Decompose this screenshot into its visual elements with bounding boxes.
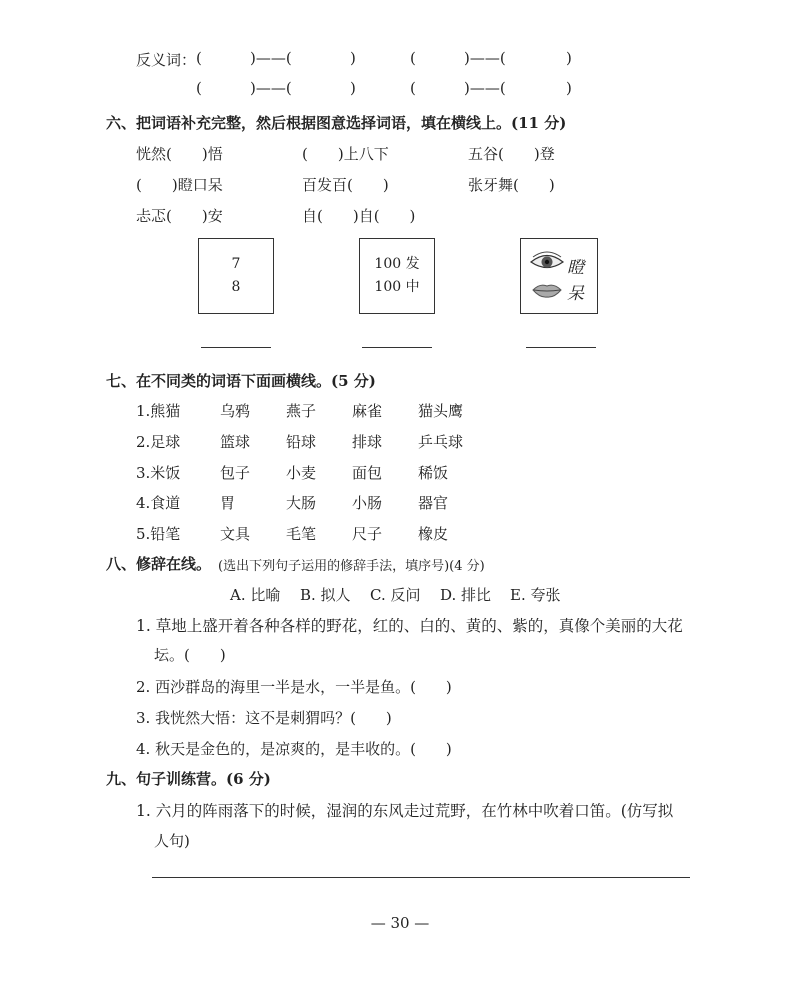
- word-row-first[interactable]: 2.足球: [136, 433, 181, 451]
- pic-char: 呆: [567, 284, 584, 304]
- word-item[interactable]: 毛笔: [286, 525, 317, 543]
- section-7-title: 七、在不同类的词语下面画横线。(5 分): [106, 372, 376, 390]
- word-fill: ( )上八下: [302, 145, 389, 163]
- answer-line[interactable]: [526, 347, 596, 348]
- antonym-paren: ): [350, 49, 356, 67]
- rhetoric-option: D. 排比: [440, 586, 492, 604]
- answer-line[interactable]: [362, 347, 432, 348]
- rhetoric-option: A. 比喻: [230, 586, 281, 604]
- question-text: 2. 西沙群岛的海里一半是水，一半是鱼。( ): [136, 678, 452, 696]
- question-text: 1. 六月的阵雨落下的时候，湿润的东风走过荒野，在竹林中吹着口笛。(仿写拟: [136, 802, 674, 820]
- word-fill: 百发百( ): [302, 176, 389, 194]
- word-item[interactable]: 橡皮: [418, 525, 449, 543]
- question-text: 3. 我恍然大悟：这不是刺猬吗？( ): [136, 709, 392, 727]
- antonym-paren: ): [350, 79, 356, 97]
- pic-text: 100 中: [374, 279, 420, 295]
- page-number: — 30 —: [370, 914, 430, 932]
- word-item[interactable]: 篮球: [220, 433, 251, 451]
- word-item[interactable]: 大肠: [286, 494, 317, 512]
- section-6-title: 六、把词语补充完整，然后根据图意选择词语，填在横线上。(11 分): [106, 114, 567, 132]
- word-fill: 五谷( )登: [468, 145, 555, 163]
- rhetoric-option: C. 反问: [370, 586, 421, 604]
- word-item[interactable]: 排球: [352, 433, 383, 451]
- word-item[interactable]: 猫头鹰: [418, 402, 464, 420]
- word-item[interactable]: 尺子: [352, 525, 383, 543]
- antonym-paren: )——(: [464, 79, 506, 97]
- picture-box-eye-mouth: [520, 238, 598, 314]
- answer-line[interactable]: [201, 347, 271, 348]
- word-item[interactable]: 铅球: [286, 433, 317, 451]
- antonym-paren: (: [196, 49, 202, 67]
- writing-line[interactable]: [152, 877, 690, 878]
- word-item[interactable]: 麻雀: [352, 402, 383, 420]
- antonym-paren: )——(: [250, 79, 292, 97]
- antonym-paren: ): [566, 49, 572, 67]
- pic-text: 100 发: [374, 256, 420, 272]
- pic-text: 8: [231, 279, 241, 295]
- word-fill: 张牙舞( ): [468, 176, 555, 194]
- word-row-first[interactable]: 4.食道: [136, 494, 181, 512]
- word-item[interactable]: 乒乓球: [418, 433, 464, 451]
- word-item[interactable]: 器官: [418, 494, 449, 512]
- antonym-paren: ): [566, 79, 572, 97]
- word-item[interactable]: 燕子: [286, 402, 317, 420]
- mouth-icon: [531, 281, 563, 299]
- word-row-first[interactable]: 5.铅笔: [136, 525, 181, 543]
- word-item[interactable]: 包子: [220, 464, 251, 482]
- word-row-first[interactable]: 1.熊猫: [136, 402, 181, 420]
- question-text: 1. 草地上盛开着各种各样的野花，红的、白的、黄的、紫的，真像个美丽的大花: [136, 617, 683, 635]
- word-fill: 自( )自( ): [302, 207, 416, 225]
- antonym-paren: (: [410, 79, 416, 97]
- picture-box-hundred: [359, 238, 435, 314]
- antonym-paren: (: [410, 49, 416, 67]
- antonym-paren: (: [196, 79, 202, 97]
- picture-box-seven-eight: [198, 238, 274, 314]
- word-item[interactable]: 乌鸦: [220, 402, 251, 420]
- section-9-title: 九、句子训练营。(6 分): [106, 770, 271, 788]
- word-item[interactable]: 稀饭: [418, 464, 449, 482]
- question-text: 人句): [154, 832, 190, 850]
- word-fill: 忐忑( )安: [136, 207, 223, 225]
- question-text: 4. 秋天是金色的，是凉爽的，是丰收的。( ): [136, 740, 452, 758]
- word-item[interactable]: 小肠: [352, 494, 383, 512]
- word-fill: ( )瞪口呆: [136, 176, 223, 194]
- word-item[interactable]: 胃: [220, 494, 236, 512]
- section-8-title: 八、修辞在线。: [106, 555, 212, 573]
- section-8-note: (选出下列句子运用的修辞手法，填序号)(4 分): [218, 559, 485, 574]
- pic-text: 7: [231, 256, 241, 272]
- rhetoric-option: E. 夸张: [510, 586, 561, 604]
- antonym-paren: )——(: [250, 49, 292, 67]
- rhetoric-option: B. 拟人: [300, 586, 351, 604]
- antonym-paren: )——(: [464, 49, 506, 67]
- word-item[interactable]: 文具: [220, 525, 251, 543]
- question-text: 坛。( ): [154, 646, 226, 664]
- eye-icon: [529, 251, 565, 273]
- word-item[interactable]: 面包: [352, 464, 383, 482]
- pic-char: 瞪: [567, 258, 584, 278]
- word-row-first[interactable]: 3.米饭: [136, 464, 181, 482]
- antonym-label: 反义词：: [136, 51, 197, 69]
- word-item[interactable]: 小麦: [286, 464, 317, 482]
- word-fill: 恍然( )悟: [136, 145, 223, 163]
